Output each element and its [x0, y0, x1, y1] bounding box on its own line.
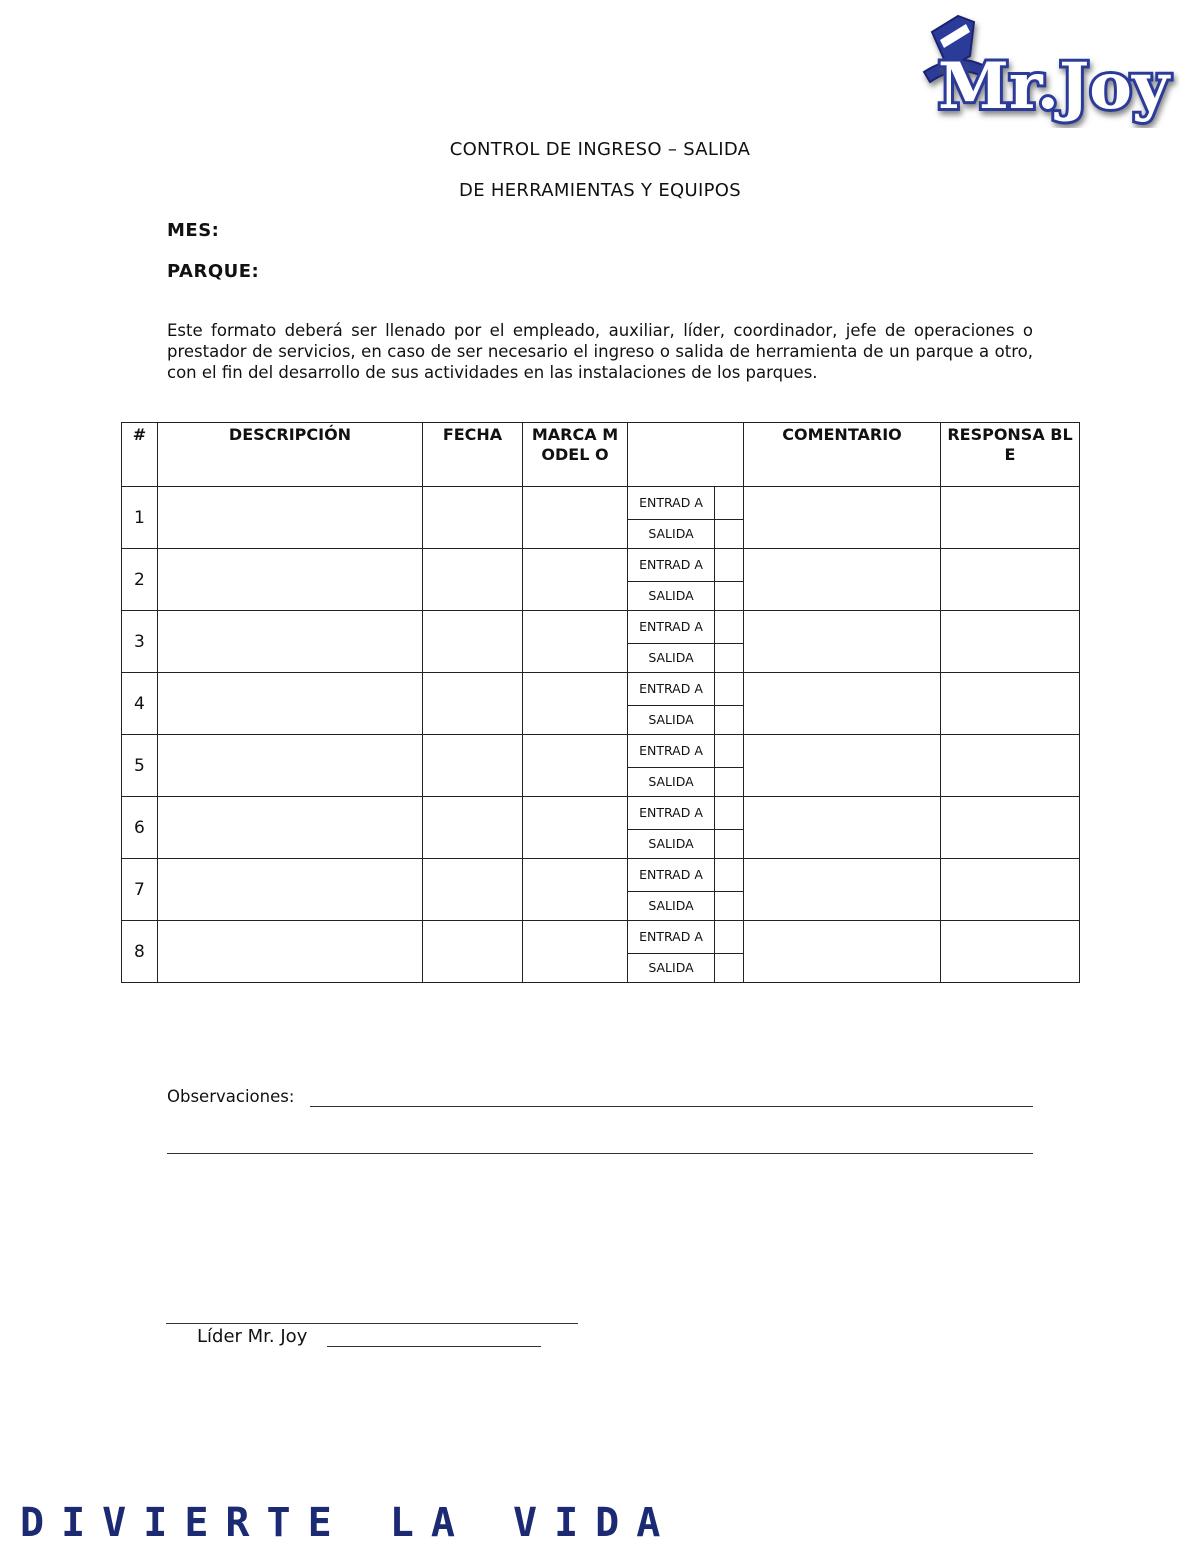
salida-check[interactable] [715, 767, 744, 796]
header-movimiento [628, 423, 744, 487]
cell-fecha[interactable] [423, 735, 523, 797]
cell-fecha[interactable] [423, 487, 523, 549]
entrada-check[interactable] [715, 611, 744, 643]
cell-movimiento [628, 673, 744, 735]
movement-subtable [628, 549, 743, 610]
entrada-label: ENTRAD A [628, 797, 715, 829]
header-marca-modelo [523, 423, 628, 487]
cell-fecha[interactable] [423, 859, 523, 921]
header-comentario: COMENTARIO [744, 423, 941, 487]
cell-marca-modelo[interactable] [523, 735, 628, 797]
cell-responsable[interactable] [941, 859, 1080, 921]
entrada-label: ENTRAD A [628, 921, 715, 953]
entrada-check[interactable] [715, 859, 744, 891]
intro-paragraph: Este formato deberá ser llenado por el empleado, auxiliar, líder, coordinador, jefe de operaciones o prestador de servicios, en caso de ser necesario el ingreso o salida de herramienta de un parque a otro, con el fin del desarrollo de sus actividades en las instalaciones de los parques. [167, 321, 1033, 382]
row-number: 1 [122, 487, 158, 549]
row-number: 7 [122, 859, 158, 921]
cell-comentario[interactable] [744, 735, 941, 797]
salida-label: SALIDA [628, 705, 715, 734]
cell-marca-modelo[interactable] [523, 549, 628, 611]
cell-descripcion[interactable] [158, 673, 423, 735]
observaciones-line-2[interactable] [167, 1153, 1033, 1154]
entrada-check[interactable] [715, 921, 744, 953]
title-line-2: DE HERRAMIENTAS Y EQUIPOS [459, 180, 741, 201]
table-row [122, 859, 1080, 921]
signature-line[interactable] [166, 1323, 578, 1324]
movement-subtable [628, 921, 743, 982]
logo-text: Mr.Joy [938, 49, 1170, 124]
cell-comentario[interactable] [744, 673, 941, 735]
cell-comentario[interactable] [744, 549, 941, 611]
cell-comentario[interactable] [744, 859, 941, 921]
entrada-label: ENTRAD A [628, 859, 715, 891]
row-number: 8 [122, 921, 158, 983]
row-number: 2 [122, 549, 158, 611]
salida-label: SALIDA [628, 581, 715, 610]
cell-movimiento [628, 611, 744, 673]
entrada-check[interactable] [715, 487, 744, 519]
entrada-label: ENTRAD A [628, 487, 715, 519]
cell-responsable[interactable] [941, 735, 1080, 797]
row-number: 3 [122, 611, 158, 673]
cell-descripcion[interactable] [158, 921, 423, 983]
row-number: 4 [122, 673, 158, 735]
cell-marca-modelo[interactable] [523, 673, 628, 735]
title-line-1: CONTROL DE INGRESO – SALIDA [449, 139, 751, 160]
cell-movimiento [628, 859, 744, 921]
table-row [122, 549, 1080, 611]
lider-name-line[interactable] [327, 1346, 541, 1347]
table-body [122, 487, 1080, 983]
cell-fecha[interactable] [423, 549, 523, 611]
observaciones-label: Observaciones: [167, 1087, 295, 1106]
cell-marca-modelo[interactable] [523, 921, 628, 983]
cell-movimiento [628, 797, 744, 859]
entrada-check[interactable] [715, 549, 744, 581]
cell-movimiento [628, 487, 744, 549]
movement-subtable [628, 487, 743, 548]
cell-marca-modelo[interactable] [523, 859, 628, 921]
movement-subtable [628, 611, 743, 672]
cell-comentario[interactable] [744, 487, 941, 549]
cell-responsable[interactable] [941, 611, 1080, 673]
cell-responsable[interactable] [941, 549, 1080, 611]
salida-check[interactable] [715, 519, 744, 548]
salida-label: SALIDA [628, 829, 715, 858]
movement-subtable [628, 859, 743, 920]
cell-responsable[interactable] [941, 797, 1080, 859]
header-fecha: FECHA [423, 423, 523, 487]
header-marca-modelo-text: MARCA MODEL O [531, 425, 619, 464]
tools-control-table [121, 422, 1079, 974]
table-row [122, 797, 1080, 859]
observaciones-line-1[interactable] [310, 1106, 1033, 1107]
cell-fecha[interactable] [423, 921, 523, 983]
salida-label: SALIDA [628, 953, 715, 982]
movement-subtable [628, 797, 743, 858]
entrada-label: ENTRAD A [628, 735, 715, 767]
lider-label: Líder Mr. Joy [197, 1326, 308, 1347]
cell-fecha[interactable] [423, 673, 523, 735]
entrada-check[interactable] [715, 735, 744, 767]
table-row [122, 611, 1080, 673]
salida-label: SALIDA [628, 891, 715, 920]
cell-fecha[interactable] [423, 797, 523, 859]
salida-check[interactable] [715, 581, 744, 610]
entrada-label: ENTRAD A [628, 611, 715, 643]
cell-comentario[interactable] [744, 611, 941, 673]
cell-marca-modelo[interactable] [523, 611, 628, 673]
table-row [122, 673, 1080, 735]
header-responsable-text: RESPONSA BLE [947, 425, 1073, 464]
salida-check[interactable] [715, 705, 744, 734]
cell-descripcion[interactable] [158, 859, 423, 921]
cell-movimiento [628, 549, 744, 611]
parque-label: PARQUE: [167, 261, 260, 282]
slogan: DIVIERTE LA VIDA [20, 1500, 678, 1546]
salida-check[interactable] [715, 891, 744, 920]
salida-label: SALIDA [628, 519, 715, 548]
cell-comentario[interactable] [744, 797, 941, 859]
header-number: # [122, 423, 158, 487]
cell-descripcion[interactable] [158, 797, 423, 859]
movement-subtable [628, 673, 743, 734]
entrada-check[interactable] [715, 673, 744, 705]
cell-responsable[interactable] [941, 487, 1080, 549]
cell-comentario[interactable] [744, 921, 941, 983]
mes-label: MES: [167, 220, 220, 241]
header-responsable [941, 423, 1080, 487]
cell-descripcion[interactable] [158, 611, 423, 673]
cell-responsable[interactable] [941, 673, 1080, 735]
salida-check[interactable] [715, 829, 744, 858]
table-row [122, 487, 1080, 549]
salida-label: SALIDA [628, 643, 715, 672]
header-descripcion: DESCRIPCIÓN [158, 423, 423, 487]
cell-marca-modelo[interactable] [523, 487, 628, 549]
mr-joy-logo [918, 10, 1180, 128]
cell-movimiento [628, 921, 744, 983]
cell-descripcion[interactable] [158, 549, 423, 611]
table-row [122, 735, 1080, 797]
salida-check[interactable] [715, 643, 744, 672]
salida-label: SALIDA [628, 767, 715, 796]
entrada-check[interactable] [715, 797, 744, 829]
cell-marca-modelo[interactable] [523, 797, 628, 859]
movement-subtable [628, 735, 743, 796]
row-number: 6 [122, 797, 158, 859]
cell-fecha[interactable] [423, 611, 523, 673]
salida-check[interactable] [715, 953, 744, 982]
cell-movimiento [628, 735, 744, 797]
table-row [122, 921, 1080, 983]
cell-descripcion[interactable] [158, 735, 423, 797]
entrada-label: ENTRAD A [628, 673, 715, 705]
entrada-label: ENTRAD A [628, 549, 715, 581]
cell-descripcion[interactable] [158, 487, 423, 549]
row-number: 5 [122, 735, 158, 797]
cell-responsable[interactable] [941, 921, 1080, 983]
